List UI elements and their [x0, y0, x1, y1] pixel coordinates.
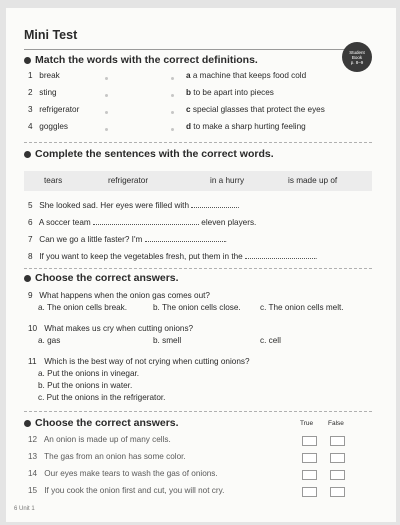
match-dot-right[interactable] — [171, 111, 174, 114]
badge-line-2: Book — [351, 54, 363, 60]
badge-line-3: p. 8–9 — [350, 59, 364, 65]
statement-item: 14 Our eyes make tears to wash the gas of onions. — [28, 469, 218, 478]
answer-option[interactable]: a. The onion cells break. — [38, 303, 128, 312]
item-number: 3 — [28, 105, 33, 114]
section-heading: Complete the sentences with the correct words. — [35, 148, 274, 160]
bullet-icon — [24, 57, 31, 64]
answer-option[interactable]: a. gas — [38, 336, 61, 345]
true-checkbox[interactable] — [302, 470, 317, 480]
answer-blank[interactable] — [93, 217, 199, 225]
statement-item: 15 If you cook the onion first and cut, you will not cry. — [28, 486, 225, 495]
answer-option[interactable]: c. cell — [260, 336, 281, 345]
answer-option[interactable]: c. The onion cells melt. — [260, 303, 344, 312]
word-option: tears — [44, 176, 63, 185]
statement-item: 12 An onion is made up of many cells. — [28, 435, 171, 444]
word-box — [24, 171, 372, 191]
match-definition: d to make a sharp hurting feeling — [186, 122, 306, 131]
title-rule — [24, 49, 352, 50]
match-dot-left[interactable] — [105, 111, 108, 114]
false-column-header: False — [328, 420, 344, 427]
section-complete — [24, 148, 274, 160]
true-checkbox[interactable] — [302, 487, 317, 497]
word-option: is made up of — [288, 176, 338, 185]
match-word: refrigerator — [39, 105, 80, 114]
worksheet-page — [6, 8, 396, 522]
answer-option[interactable]: b. The onion cells close. — [153, 303, 241, 312]
match-dot-left[interactable] — [105, 94, 108, 97]
answer-blank[interactable] — [145, 234, 225, 242]
false-checkbox[interactable] — [330, 487, 345, 497]
section-choose — [24, 272, 179, 284]
bullet-icon — [24, 151, 31, 158]
match-dot-left[interactable] — [105, 77, 108, 80]
match-dot-right[interactable] — [171, 94, 174, 97]
sentence-item: 8 If you want to keep the vegetables fresh, put them in the . — [28, 252, 318, 261]
true-checkbox[interactable] — [302, 453, 317, 463]
false-checkbox[interactable] — [330, 453, 345, 463]
false-checkbox[interactable] — [330, 436, 345, 446]
item-number: 4 — [28, 122, 33, 131]
match-word: goggles — [39, 122, 68, 131]
match-dot-right[interactable] — [171, 128, 174, 131]
match-word: sting — [39, 88, 57, 97]
answer-blank[interactable] — [191, 200, 237, 208]
section-true-false — [24, 417, 179, 429]
answer-option[interactable]: a. Put the onions in vinegar. — [38, 369, 140, 378]
answer-option[interactable]: c. Put the onions in the refrigerator. — [38, 393, 166, 402]
section-match — [24, 54, 258, 66]
page-title: Mini Test — [24, 28, 78, 42]
word-option: in a hurry — [210, 176, 245, 185]
section-heading: Choose the correct answers. — [35, 272, 179, 284]
question-text: 9 What happens when the onion gas comes out? — [28, 291, 210, 300]
match-row — [28, 105, 79, 114]
true-checkbox[interactable] — [302, 436, 317, 446]
answer-option[interactable]: b. smell — [153, 336, 182, 345]
page-footer: 6 Unit 1 — [14, 506, 35, 512]
student-book-badge — [342, 42, 372, 72]
match-dot-left[interactable] — [105, 128, 108, 131]
section-divider — [24, 411, 372, 412]
match-word: break — [39, 71, 60, 80]
match-row — [28, 88, 57, 97]
answer-option[interactable]: b. Put the onions in water. — [38, 381, 133, 390]
match-definition: c special glasses that protect the eyes — [186, 105, 325, 114]
answer-blank[interactable] — [245, 251, 315, 259]
word-option: refrigerator — [108, 176, 149, 185]
statement-item: 13 The gas from an onion has some color. — [28, 452, 186, 461]
item-number: 2 — [28, 88, 33, 97]
match-row — [28, 71, 60, 80]
match-dot-right[interactable] — [171, 77, 174, 80]
match-row — [28, 122, 68, 131]
section-divider — [24, 268, 372, 269]
sentence-item: 7 Can we go a little faster? I'm . — [28, 235, 227, 244]
bullet-icon — [24, 275, 31, 282]
match-definition: a a machine that keeps food cold — [186, 71, 307, 80]
badge-line-1: Student — [349, 49, 365, 55]
section-heading: Choose the correct answers. — [35, 417, 179, 429]
sentence-item: 5 She looked sad. Her eyes were filled with . — [28, 201, 240, 210]
false-checkbox[interactable] — [330, 470, 345, 480]
sentence-item: 6 A soccer team eleven players. — [28, 218, 257, 227]
section-divider — [24, 142, 372, 143]
true-column-header: True — [300, 420, 314, 427]
item-number: 1 — [28, 71, 33, 80]
question-text: 10 What makes us cry when cutting onions? — [28, 324, 194, 333]
section-heading: Match the words with the correct definitions. — [35, 54, 258, 66]
question-text: 11 Which is the best way of not crying when cutting onions? — [28, 357, 250, 366]
match-definition: b to be apart into pieces — [186, 88, 274, 97]
bullet-icon — [24, 420, 31, 427]
